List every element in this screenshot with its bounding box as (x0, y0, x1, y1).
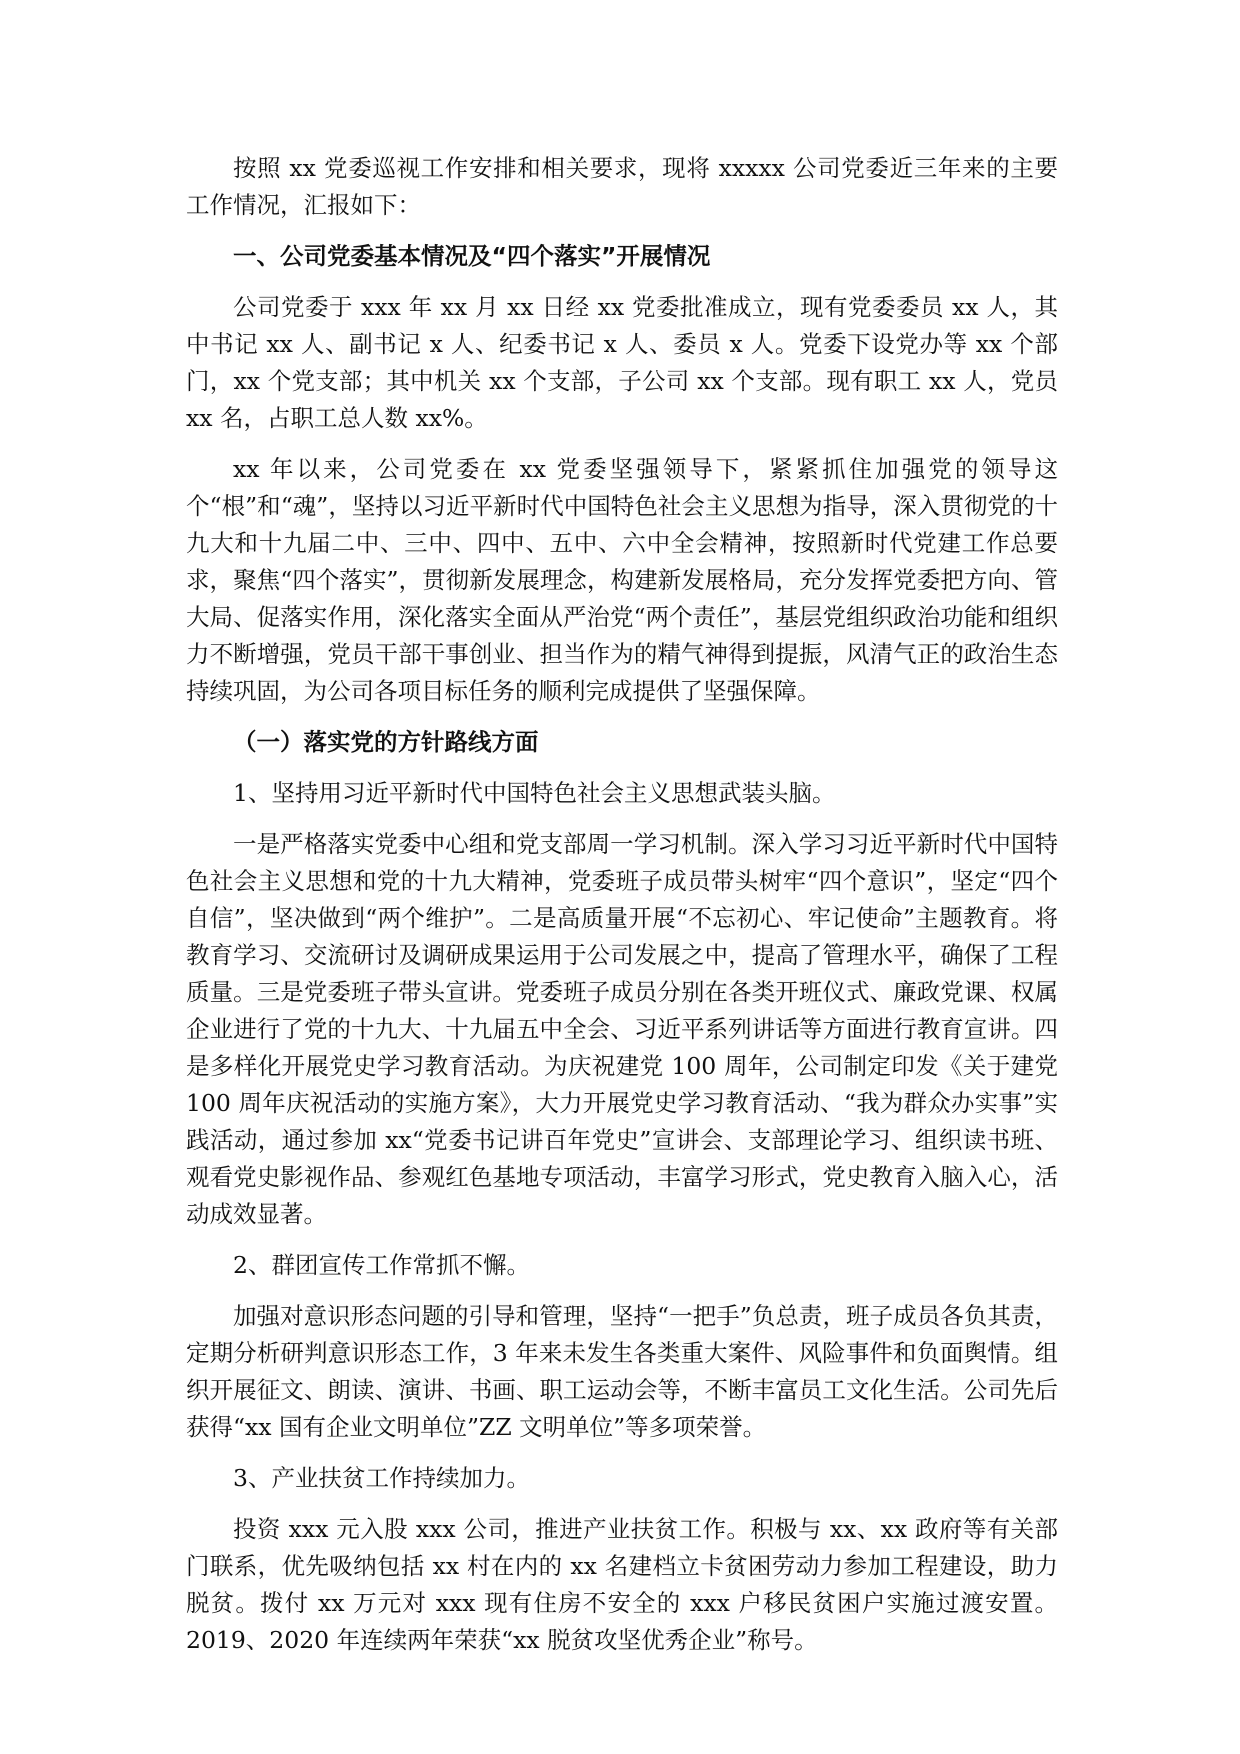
item-2-title: 2、群团宣传工作常抓不懈。 (233, 1251, 530, 1279)
intro-paragraph: 按照 xx 党委巡视工作安排和相关要求，现将 xxxxx 公司党委近三年来的主要工作情况，汇报如下： (186, 154, 1058, 219)
subsection-1-heading: （一）落实党的方针路线方面 (233, 728, 539, 756)
item-2-body: 加强对意识形态问题的引导和管理，坚持“一把手”负总责，班子成员各负其责，定期分析研判意识形态工作，3 年来未发生各类重大案件、风险事件和负面舆情。组织开展征文、朗读、演讲、书画、职工运动会等，不断丰富员工文化生活。公司先后获得“xx 国有企业文明单位”ZZ 文明单位”等多项荣誉。 (186, 1302, 1058, 1441)
section-1-paragraph-2: xx 年以来，公司党委在 xx 党委坚强领导下，紧紧抓住加强党的领导这个“根”和“魂”，坚持以习近平新时代中国特色社会主义思想为指导，深入贯彻党的十九大和十九届二中、三中、四中、五中、六中全会精神，按照新时代党建工作总要求，聚焦“四个落实”，贯彻新发展理念，构建新发展格局，充分发挥党委把方向、管大局、促落实作用，深化落实全面从严治党“两个责任”，基层党组织政治功能和组织力不断增强，党员干部干事创业、担当作为的精气神得到提振，风清气正的政治生态持续巩固，为公司各项目标任务的顺利完成提供了坚强保障。 (186, 455, 1058, 705)
section-1-heading: 一、公司党委基本情况及“四个落实”开展情况 (233, 242, 711, 270)
item-3-body: 投资 xxx 元入股 xxx 公司，推进产业扶贫工作。积极与 xx、xx 政府等有关部门联系，优先吸纳包括 xx 村在内的 xx 名建档立卡贫困劳动力参加工程建设，助力脱贫。拨付 xx 万元对 xxx 现有住房不安全的 xxx 户移民贫困户实施过渡安置。2019、2020 年连续两年荣获“xx 脱贫攻坚优秀企业”称号。 (186, 1515, 1058, 1654)
item-1-title: 1、坚持用习近平新时代中国特色社会主义思想武装头脑。 (233, 779, 836, 807)
document-page (186, 150, 1058, 1673)
item-1-body: 一是严格落实党委中心组和党支部周一学习机制。深入学习习近平新时代中国特色社会主义思想和党的十九大精神，党委班子成员带头树牢“四个意识”，坚定“四个自信”，坚决做到“两个维护”。二是高质量开展“不忘初心、牢记使命”主题教育。将教育学习、交流研讨及调研成果运用于公司发展之中，提高了管理水平，确保了工程质量。三是党委班子带头宣讲。党委班子成员分别在各类开班仪式、廉政党课、权属企业进行了党的十九大、十九届五中全会、习近平系列讲话等方面进行教育宣讲。四是多样化开展党史学习教育活动。为庆祝建党 100 周年，公司制定印发《关于建党 100 周年庆祝活动的实施方案》，大力开展党史学习教育活动、“我为群众办实事”实践活动，通过参加 xx“党委书记讲百年党史”宣讲会、支部理论学习、组织读书班、观看党史影视作品、参观红色基地专项活动，丰富学习形式，党史教育入脑入心，活动成效显著。 (186, 830, 1058, 1228)
item-3-title: 3、产业扶贫工作持续加力。 (233, 1464, 530, 1492)
section-1-paragraph-1: 公司党委于 xxx 年 xx 月 xx 日经 xx 党委批准成立，现有党委委员 xx 人，其中书记 xx 人、副书记 x 人、纪委书记 x 人、委员 x 人。党委下设党办等 xx 个部门，xx 个党支部；其中机关 xx 个支部，子公司 xx 个支部。现有职工 xx 人，党员 xx 名，占职工总人数 xx%。 (186, 293, 1058, 432)
